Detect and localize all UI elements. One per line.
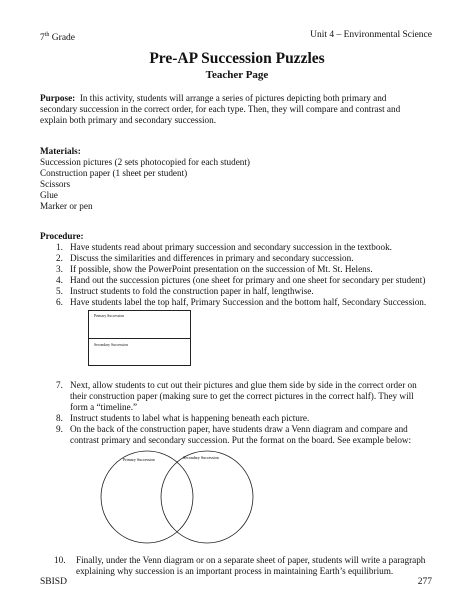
fold-bottom-label: Secondary Succession — [94, 343, 128, 347]
step-text: Have students read about primary succession and secondary succession in the textbook. — [70, 242, 392, 252]
step-text: Instruct students to fold the construction paper in half, lengthwise. — [70, 286, 314, 296]
step-text: Discuss the similarities and differences in primary and secondary succession. — [70, 253, 354, 263]
page-number: 277 — [417, 577, 432, 587]
materials-item: Glue — [40, 190, 58, 200]
step-text: their construction paper (making sure to get the correct pictures in the correct half). They will — [70, 391, 414, 401]
venn-right-label: Secondary Succession — [183, 455, 219, 460]
step-text: On the back of the construction paper, have students draw a Venn diagram and compare and — [70, 424, 408, 434]
step-text: Next, allow students to cut out their pictures and glue them side by side in the correct order on — [70, 380, 417, 390]
step-number: 4. — [56, 275, 63, 285]
materials-item: Scissors — [40, 179, 71, 189]
fold-line — [89, 338, 190, 339]
page-subtitle: Teacher Page — [205, 69, 269, 81]
step-text: Finally, under the Venn diagram or on a separate sheet of paper, students will write a paragraph — [76, 555, 426, 565]
fold-top-label: Primary Succession — [94, 314, 125, 318]
step-text: form a “timeline.” — [70, 402, 138, 412]
purpose-label: Purpose: — [40, 93, 76, 103]
purpose-section — [40, 93, 432, 126]
step-text: Instruct students to label what is happening beneath each picture. — [70, 413, 310, 423]
step-number: 5. — [56, 286, 63, 296]
purpose-line: explain both primary and secondary succession. — [40, 115, 217, 125]
materials-section — [40, 146, 432, 212]
procedure-heading: Procedure: — [40, 231, 84, 241]
step-number: 7. — [56, 380, 63, 390]
step-number: 10. — [54, 555, 66, 565]
step-text: explaining why succession is an important process in maintaining Earth’s equilibrium. — [76, 566, 394, 576]
step-number: 3. — [56, 264, 63, 274]
grade-header — [40, 30, 75, 44]
step-text: If possible, show the PowerPoint presentation on the succession of Mt. St. Helens. — [70, 264, 373, 274]
materials-heading: Materials: — [40, 146, 81, 156]
grade-superscript: th — [44, 32, 50, 38]
unit-header: Unit 4 – Environmental Science — [310, 30, 432, 40]
materials-item: Marker or pen — [40, 201, 93, 211]
venn-right-circle — [161, 451, 253, 543]
fold-example-diagram — [88, 310, 191, 366]
step-number: 8. — [56, 413, 63, 423]
grade-number: 7 — [40, 33, 45, 44]
venn-diagram — [95, 447, 265, 547]
footer-left: SBISD — [40, 577, 67, 587]
materials-item: Construction paper (1 sheet per student) — [40, 168, 188, 178]
step-text: contrast primary and secondary succession. Put the format on the board. See example below: — [70, 435, 412, 445]
step-number: 2. — [56, 253, 63, 263]
purpose-line: In this activity, students will arrange a series of pictures depicting both primary and — [79, 93, 387, 103]
materials-item: Succession pictures (2 sets photocopied for each student) — [40, 157, 250, 167]
page-title: Pre-AP Succession Puzzles — [149, 50, 325, 67]
purpose-line: secondary succession in the correct order, for each type. Then, they will compare and contrast and — [40, 104, 401, 114]
step-number: 1. — [56, 242, 63, 252]
step-number: 9. — [56, 424, 63, 434]
venn-left-circle — [101, 451, 193, 543]
venn-left-label: Primary Succession — [123, 457, 155, 462]
step-number: 6. — [56, 297, 63, 307]
step-text: Have students label the top half, Primary Succession and the bottom half, Secondary Succession. — [70, 297, 427, 307]
grade-word: Grade — [51, 33, 76, 44]
step-text: Hand out the succession pictures (one sheet for primary and one sheet for secondary per student) — [70, 275, 426, 285]
